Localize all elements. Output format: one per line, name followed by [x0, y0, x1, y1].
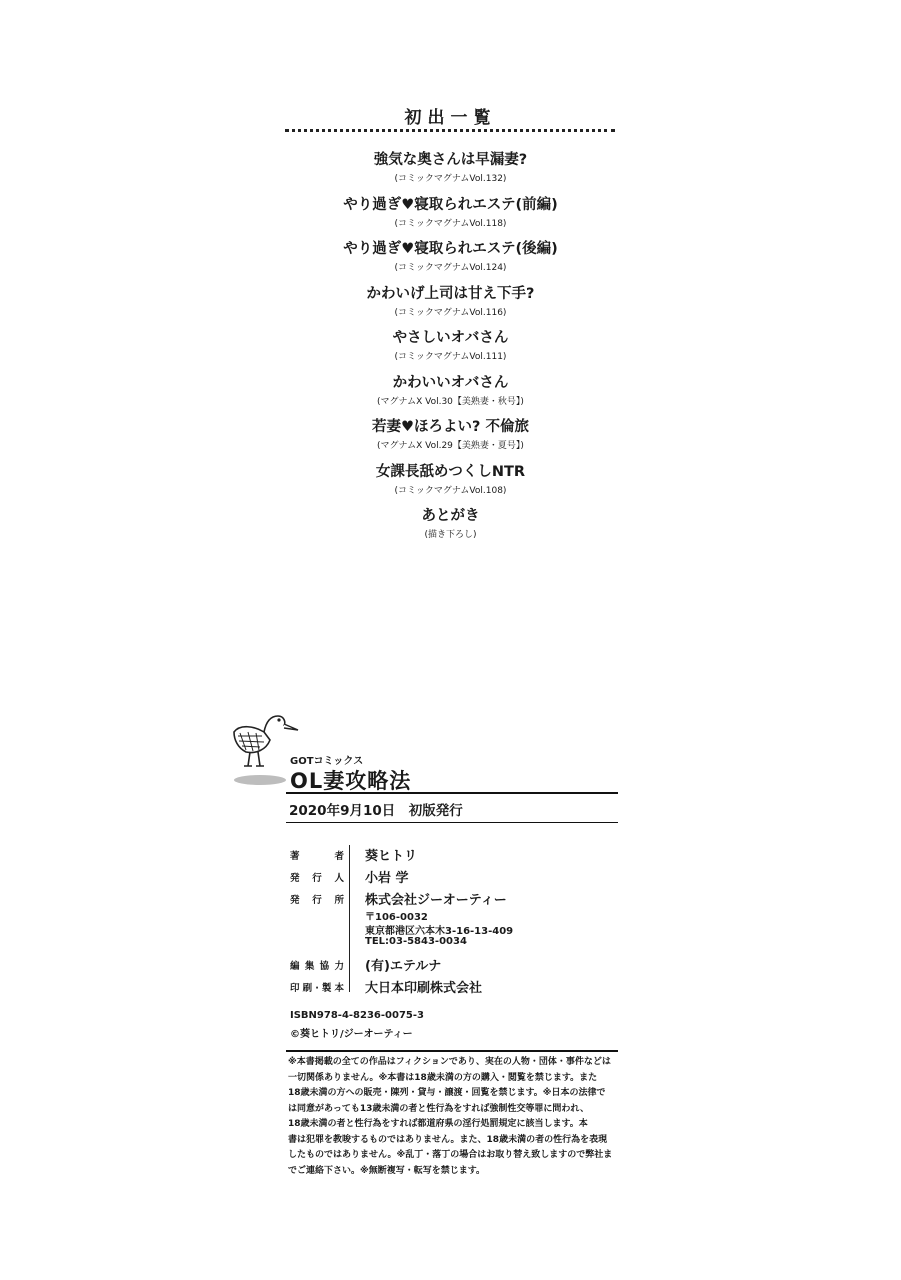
toc-entry [0, 462, 901, 507]
copyright: ©葵ヒトリ/ジーオーティー [290, 1029, 413, 1040]
dotted-divider [285, 129, 615, 132]
publication-date: 2020年9月10日 初版発行 [289, 803, 463, 819]
toc-entry-title: やり過ぎ♥寝取られエステ(後編) [343, 241, 558, 257]
credit-key: 発行所 [290, 895, 344, 906]
credit-value: 大日本印刷株式会社 [365, 981, 483, 996]
book-title: OL妻攻略法 [290, 769, 412, 793]
toc-entry-title: 若妻♥ほろよい? 不倫旅 [372, 419, 529, 435]
toc-entry [0, 417, 901, 462]
date-divider [286, 822, 618, 823]
toc-entry-title: 強気な奥さんは早漏妻? [373, 152, 528, 168]
credit-key: 編集協力 [290, 961, 344, 972]
toc-entry-source: (マグナムX Vol.29【美熟妻・夏号】) [377, 441, 524, 451]
toc-entry-title: やり過ぎ♥寝取られエステ(前編) [343, 196, 558, 213]
toc-entry [0, 239, 901, 284]
toc-entry-source: (コミックマグナムVol.116) [394, 307, 507, 318]
toc-entry-title: あとがき [421, 508, 480, 524]
toc-entry-source: (コミックマグナムVol.111) [394, 352, 507, 362]
toc-entry-source: (描き下ろし) [424, 530, 477, 540]
postal-code: 〒106-0032 [365, 912, 428, 923]
credit-value: 小岩 学 [365, 871, 409, 886]
address: 東京都港区六本木3-16-13-409 [365, 926, 514, 937]
credit-key: 著者 [290, 851, 344, 862]
series-label: GOTコミックス [290, 756, 364, 767]
toc-entry-source: (コミックマグナムVol.118) [394, 218, 507, 229]
credit-value: 葵ヒトリ [365, 849, 418, 864]
legal-notice: ※本書掲載の全ての作品はフィクションであり、実在の人物・団体・事件などは 一切関係ありません。※本書は18歳未満の方の購入・閲覧を禁じます。また 18歳未満の方への販売・陳列・貸与・譲渡・回覧を禁じます。※日本の法律で は同意があっても13歳未満の者と性行為をすれば強制性交等罪に問われ、 18歳未満の者と性行為をすれば都道府県の淫行処罰規定に該当します。本 書は犯罪を教唆するものではありません。また、18歳未満の者の性行為を表現 したものではありません。※乱丁・落丁の場合はお取り替え致しますので弊社ま でご連絡下さい。※無断複写・転写を禁じます。 [288, 1057, 613, 1176]
toc-entry-title: やさしいオバさん [392, 330, 509, 346]
toc-entry [0, 328, 901, 373]
toc-entry-title: かわいいオバさん [392, 374, 509, 391]
isbn: ISBN978-4-8236-0075-3 [290, 1010, 424, 1021]
notice-divider [286, 1050, 618, 1052]
telephone: TEL:03-5843-0034 [365, 936, 467, 947]
toc-entry-source: (コミックマグナムVol.124) [394, 263, 507, 273]
toc-entry [0, 284, 901, 329]
toc-entry [0, 506, 901, 551]
toc-heading: 初出一覧 [404, 108, 497, 128]
credit-key: 発行人 [290, 873, 344, 884]
title-divider [286, 792, 618, 794]
toc-list [0, 150, 901, 551]
toc-entry-source: (マグナムX Vol.30【美熟妻・秋号】) [377, 396, 524, 407]
toc-entry [0, 150, 901, 195]
credit-key: 印刷·製本 [290, 983, 344, 994]
toc-entry-source: (コミックマグナムVol.132) [394, 174, 507, 184]
toc-entry [0, 373, 901, 418]
credits-divider [349, 845, 350, 992]
credit-value: 株式会社ジーオーティー [365, 893, 507, 908]
toc-entry [0, 195, 901, 240]
credit-value: (有)エテルナ [365, 959, 442, 974]
toc-entry-title: 女課長舐めつくしNTR [375, 463, 526, 480]
toc-entry-source: (コミックマグナムVol.108) [394, 485, 507, 496]
toc-entry-title: かわいげ上司は甘え下手? [366, 285, 535, 302]
